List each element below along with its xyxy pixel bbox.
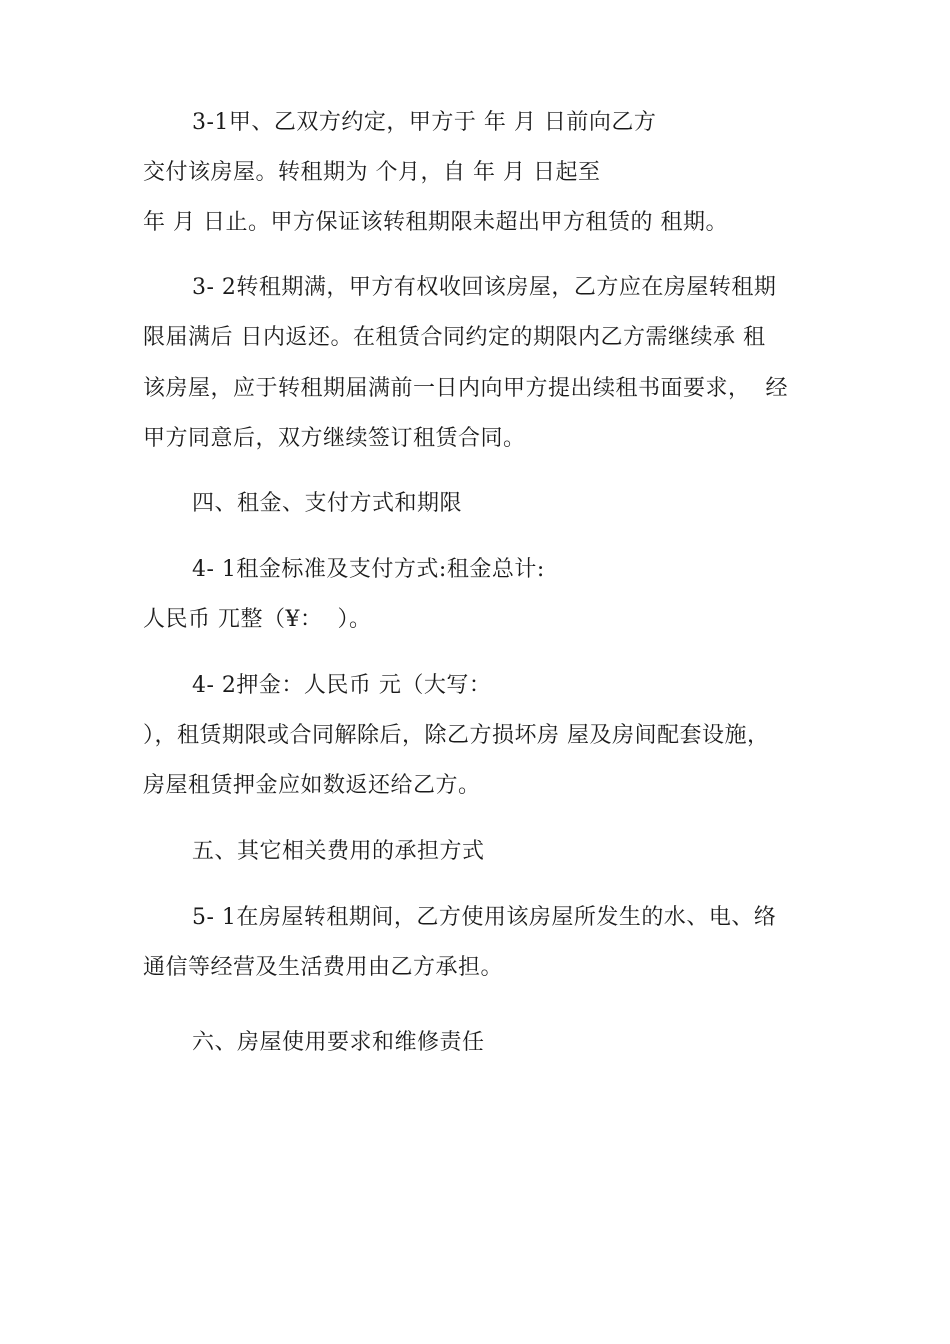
- section-5-heading: 五、其它相关费用的承担方式: [192, 839, 485, 864]
- clause-3-2-line-2: 限届满后 日内返还。在租赁合同约定的期限内乙方需继续承 租: [143, 325, 766, 350]
- section-4-heading: 四、租金、支付方式和期限: [192, 491, 463, 516]
- section-6-heading: 六、房屋使用要求和维修责任: [192, 1030, 485, 1055]
- clause-3-2-line-4: 甲方同意后，双方继续签订租赁合同。: [143, 426, 526, 451]
- clause-4-1-line-2: 人民币 兀整（¥： ）。: [143, 607, 372, 632]
- clause-3-2-line-3: 该房屋，应于转租期届满前一日内向甲方提出续租书面要求， 经: [143, 376, 788, 401]
- clause-4-2-line-2: ），租赁期限或合同解除后，除乙方损坏房 屋及房间配套设施，: [143, 723, 770, 748]
- clause-5-1-line-2: 通信等经营及生活费用由乙方承担。: [143, 955, 504, 980]
- clause-5-1-line-1: 5- 1在房屋转租期间，乙方使用该房屋所发生的水、电、络: [192, 905, 777, 930]
- clause-4-1-line-1: 4- 1租金标准及支付方式:租金总计:: [192, 557, 545, 582]
- clause-3-1-line-1: 3-1甲、乙双方约定，甲方于 年 月 日前向乙方: [192, 110, 657, 135]
- clause-4-2-line-1: 4- 2押金：人民币 元（大写：: [192, 673, 492, 698]
- clause-3-2-line-1: 3- 2转租期满，甲方有权收回该房屋，乙方应在房屋转租期: [192, 275, 777, 300]
- clause-4-2-line-3: 房屋租赁押金应如数返还给乙方。: [143, 773, 481, 798]
- clause-3-1-line-3: 年 月 日止。甲方保证该转租期限未超出甲方租赁的 租期。: [143, 210, 728, 235]
- clause-3-1-line-2: 交付该房屋。转租期为 个月，自 年 月 日起至: [143, 160, 601, 185]
